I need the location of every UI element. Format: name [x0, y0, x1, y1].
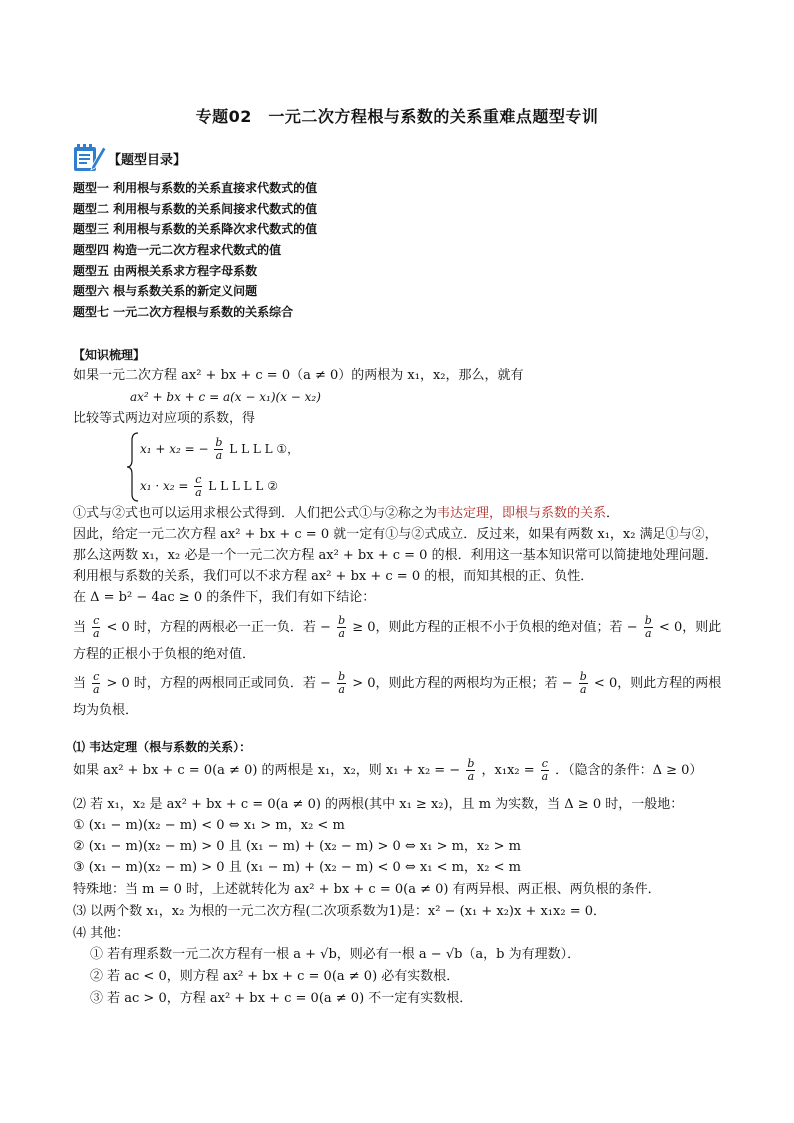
- toc-item[interactable]: 题型一 利用根与系数的关系直接求代数式的值: [73, 181, 318, 195]
- page-title: 专题02 一元二次方程根与系数的关系重难点题型专训: [195, 107, 599, 126]
- knowledge-line: 方程的正根小于负根的绝对值．: [73, 647, 256, 662]
- frac-numerator: b: [644, 614, 652, 627]
- knowledge-line: 比较等式两边对应项的系数，得: [73, 411, 256, 426]
- knowledge-line: 因此，给定一元二次方程 ax² + bx + c = 0 就一定有①与②式成立．反过来，如果有两数 x₁，x₂ 满足①与②，: [73, 527, 718, 542]
- eq-tail: L L L L L ②: [208, 479, 278, 493]
- text-span: ．（隐含的条件：Δ ≥ 0）: [555, 763, 703, 778]
- text-span: > 0 时，方程的两根同正或同负．若 −: [106, 676, 331, 691]
- frac-numerator: b: [579, 670, 587, 683]
- text-span: < 0，则此: [658, 620, 722, 635]
- knowledge-line: 在 Δ = b² − 4ac ≥ 0 的条件下，我们有如下结论：: [73, 590, 376, 605]
- frac-numerator: b: [467, 757, 475, 770]
- text-span: ①式与②式也可以运用求根公式得到．人们把公式①与②称之为: [73, 506, 438, 521]
- fraction: [579, 671, 588, 696]
- fraction: [337, 671, 346, 696]
- section-line: ⑵ 若 x₁，x₂ 是 ax² + bx + c = 0(a ≠ 0) 的两根(其中 x₁ ≥ x₂)，且 m 为实数，当 Δ ≥ 0 时，一般地：: [73, 797, 684, 812]
- frac-denominator: a: [195, 486, 202, 499]
- toc-header: [72, 141, 186, 175]
- frac-numerator: b: [215, 436, 223, 449]
- section-line: ⑷ 其他：: [73, 926, 130, 941]
- fraction: [337, 615, 346, 640]
- toc-item[interactable]: 题型六 根与系数关系的新定义问题: [73, 284, 258, 299]
- frac-numerator: c: [93, 670, 100, 683]
- text-span: < 0 时，方程的两根必一正一负．若 −: [106, 620, 331, 635]
- eq-lhs: x₁ · x₂ =: [140, 479, 189, 493]
- knowledge-line: [73, 505, 619, 523]
- toc-item[interactable]: 题型七 一元二次方程根与系数的关系综合: [73, 305, 294, 320]
- section-heading: ⑴ 韦达定理（根与系数的关系）：: [73, 740, 252, 754]
- eq-lhs: x₁ + x₂ = −: [140, 442, 209, 456]
- section-line: [73, 758, 702, 784]
- formula-line: ax² + bx + c = a(x − x₁)(x − x₂): [130, 390, 321, 404]
- toc-item[interactable]: 题型三 利用根与系数的关系降次求代数式的值: [73, 222, 318, 237]
- frac-denominator: a: [644, 627, 652, 640]
- frac-denominator: a: [541, 770, 549, 783]
- notepad-pen-icon: [72, 141, 106, 175]
- fraction: [92, 615, 100, 640]
- other-item: ③ 若 ac > 0，方程 ax² + bx + c = 0(a ≠ 0) 不一定有实数根．: [90, 991, 473, 1006]
- toc-item[interactable]: 题型二 利用根与系数的关系间接求代数式的值: [73, 201, 318, 216]
- frac-denominator: a: [215, 449, 223, 462]
- frac-denominator: a: [338, 683, 345, 696]
- frac-denominator: a: [92, 683, 100, 696]
- condition-line: ② (x₁ − m)(x₂ − m) > 0 且 (x₁ − m) + (x₂ − m) > 0 ⇔ x₁ > m，x₂ > m: [73, 839, 521, 854]
- knowledge-line: [73, 671, 721, 697]
- frac-numerator: c: [541, 757, 548, 770]
- toc-item[interactable]: 题型五 由两根关系求方程字母系数: [73, 263, 258, 278]
- text-span: ≥ 0，则此方程的正根不小于负根的绝对值；若 −: [352, 620, 638, 635]
- fraction: [92, 671, 100, 696]
- fraction: [466, 758, 475, 783]
- fraction: [541, 758, 549, 783]
- section-line: 特殊地：当 m = 0 时，上述就转化为 ax² + bx + c = 0(a ≠ 0) 有两异根、两正根、两负根的条件．: [73, 882, 661, 897]
- text-span: 如果 ax² + bx + c = 0(a ≠ 0) 的两根是 x₁，x₂，则 x₁ + x₂ = −: [73, 763, 461, 778]
- section-line: ⑶ 以两个数 x₁，x₂ 为根的一元二次方程(二次项系数为1)是：x² − (x₁ + x₂)x + x₁x₂ = 0．: [73, 904, 606, 919]
- vieta-highlight: 韦达定理，即根与系数的关系: [437, 506, 607, 521]
- toc-list: [73, 178, 713, 323]
- frac-denominator: a: [92, 627, 100, 640]
- knowledge-header: 【知识梳理】: [73, 348, 146, 362]
- text-span: < 0，则此方程的两根: [593, 676, 722, 691]
- text-span: ，x₁x₂ =: [481, 763, 535, 778]
- toc-item[interactable]: 题型四 构造一元二次方程求代数式的值: [73, 243, 282, 258]
- frac-numerator: b: [338, 670, 346, 683]
- text-span: > 0，则此方程的两根均为正根；若 −: [352, 676, 573, 691]
- knowledge-line: 那么这两数 x₁，x₂ 必是一个一元二次方程 ax² + bx + c = 0 的根．利用这一基本知识常可以简捷地处理问题．: [73, 548, 718, 563]
- eq-tail: L L L L ①，: [229, 442, 300, 456]
- other-item: ② 若 ac < 0，则方程 ax² + bx + c = 0(a ≠ 0) 必有实数根．: [90, 969, 460, 984]
- knowledge-line: 如果一元二次方程 ax² + bx + c = 0（a ≠ 0）的两根为 x₁，x₂，那么，就有: [73, 368, 524, 383]
- fraction: [644, 615, 653, 640]
- system-equation-1: [140, 437, 299, 462]
- other-item: ① 若有理系数一元二次方程有一根 a + √b，则必有一根 a − √b（a，b 为有理数）．: [90, 947, 581, 962]
- knowledge-line: 均为负根．: [73, 703, 139, 718]
- fraction: [214, 437, 223, 462]
- frac-numerator: b: [338, 614, 346, 627]
- condition-line: ③ (x₁ − m)(x₂ − m) > 0 且 (x₁ − m) + (x₂ − m) < 0 ⇔ x₁ < m，x₂ < m: [73, 860, 521, 875]
- system-equation-2: [140, 474, 278, 499]
- toc-header-label: 【题型目录】: [108, 152, 187, 168]
- frac-denominator: a: [467, 770, 475, 783]
- text-span: 当: [73, 676, 87, 691]
- frac-denominator: a: [579, 683, 587, 696]
- text-span: ．: [606, 506, 620, 521]
- frac-denominator: a: [338, 627, 345, 640]
- condition-line: ① (x₁ − m)(x₂ − m) < 0 ⇔ x₁ > m，x₂ < m: [73, 818, 345, 833]
- knowledge-line: [73, 615, 721, 641]
- knowledge-line: 利用根与系数的关系，我们可以不求方程 ax² + bx + c = 0 的根，而知其根的正、负性．: [73, 569, 594, 584]
- frac-numerator: c: [93, 614, 100, 627]
- fraction: [194, 474, 202, 499]
- system-brace: [126, 432, 140, 502]
- frac-numerator: c: [195, 473, 202, 486]
- text-span: 当: [73, 620, 87, 635]
